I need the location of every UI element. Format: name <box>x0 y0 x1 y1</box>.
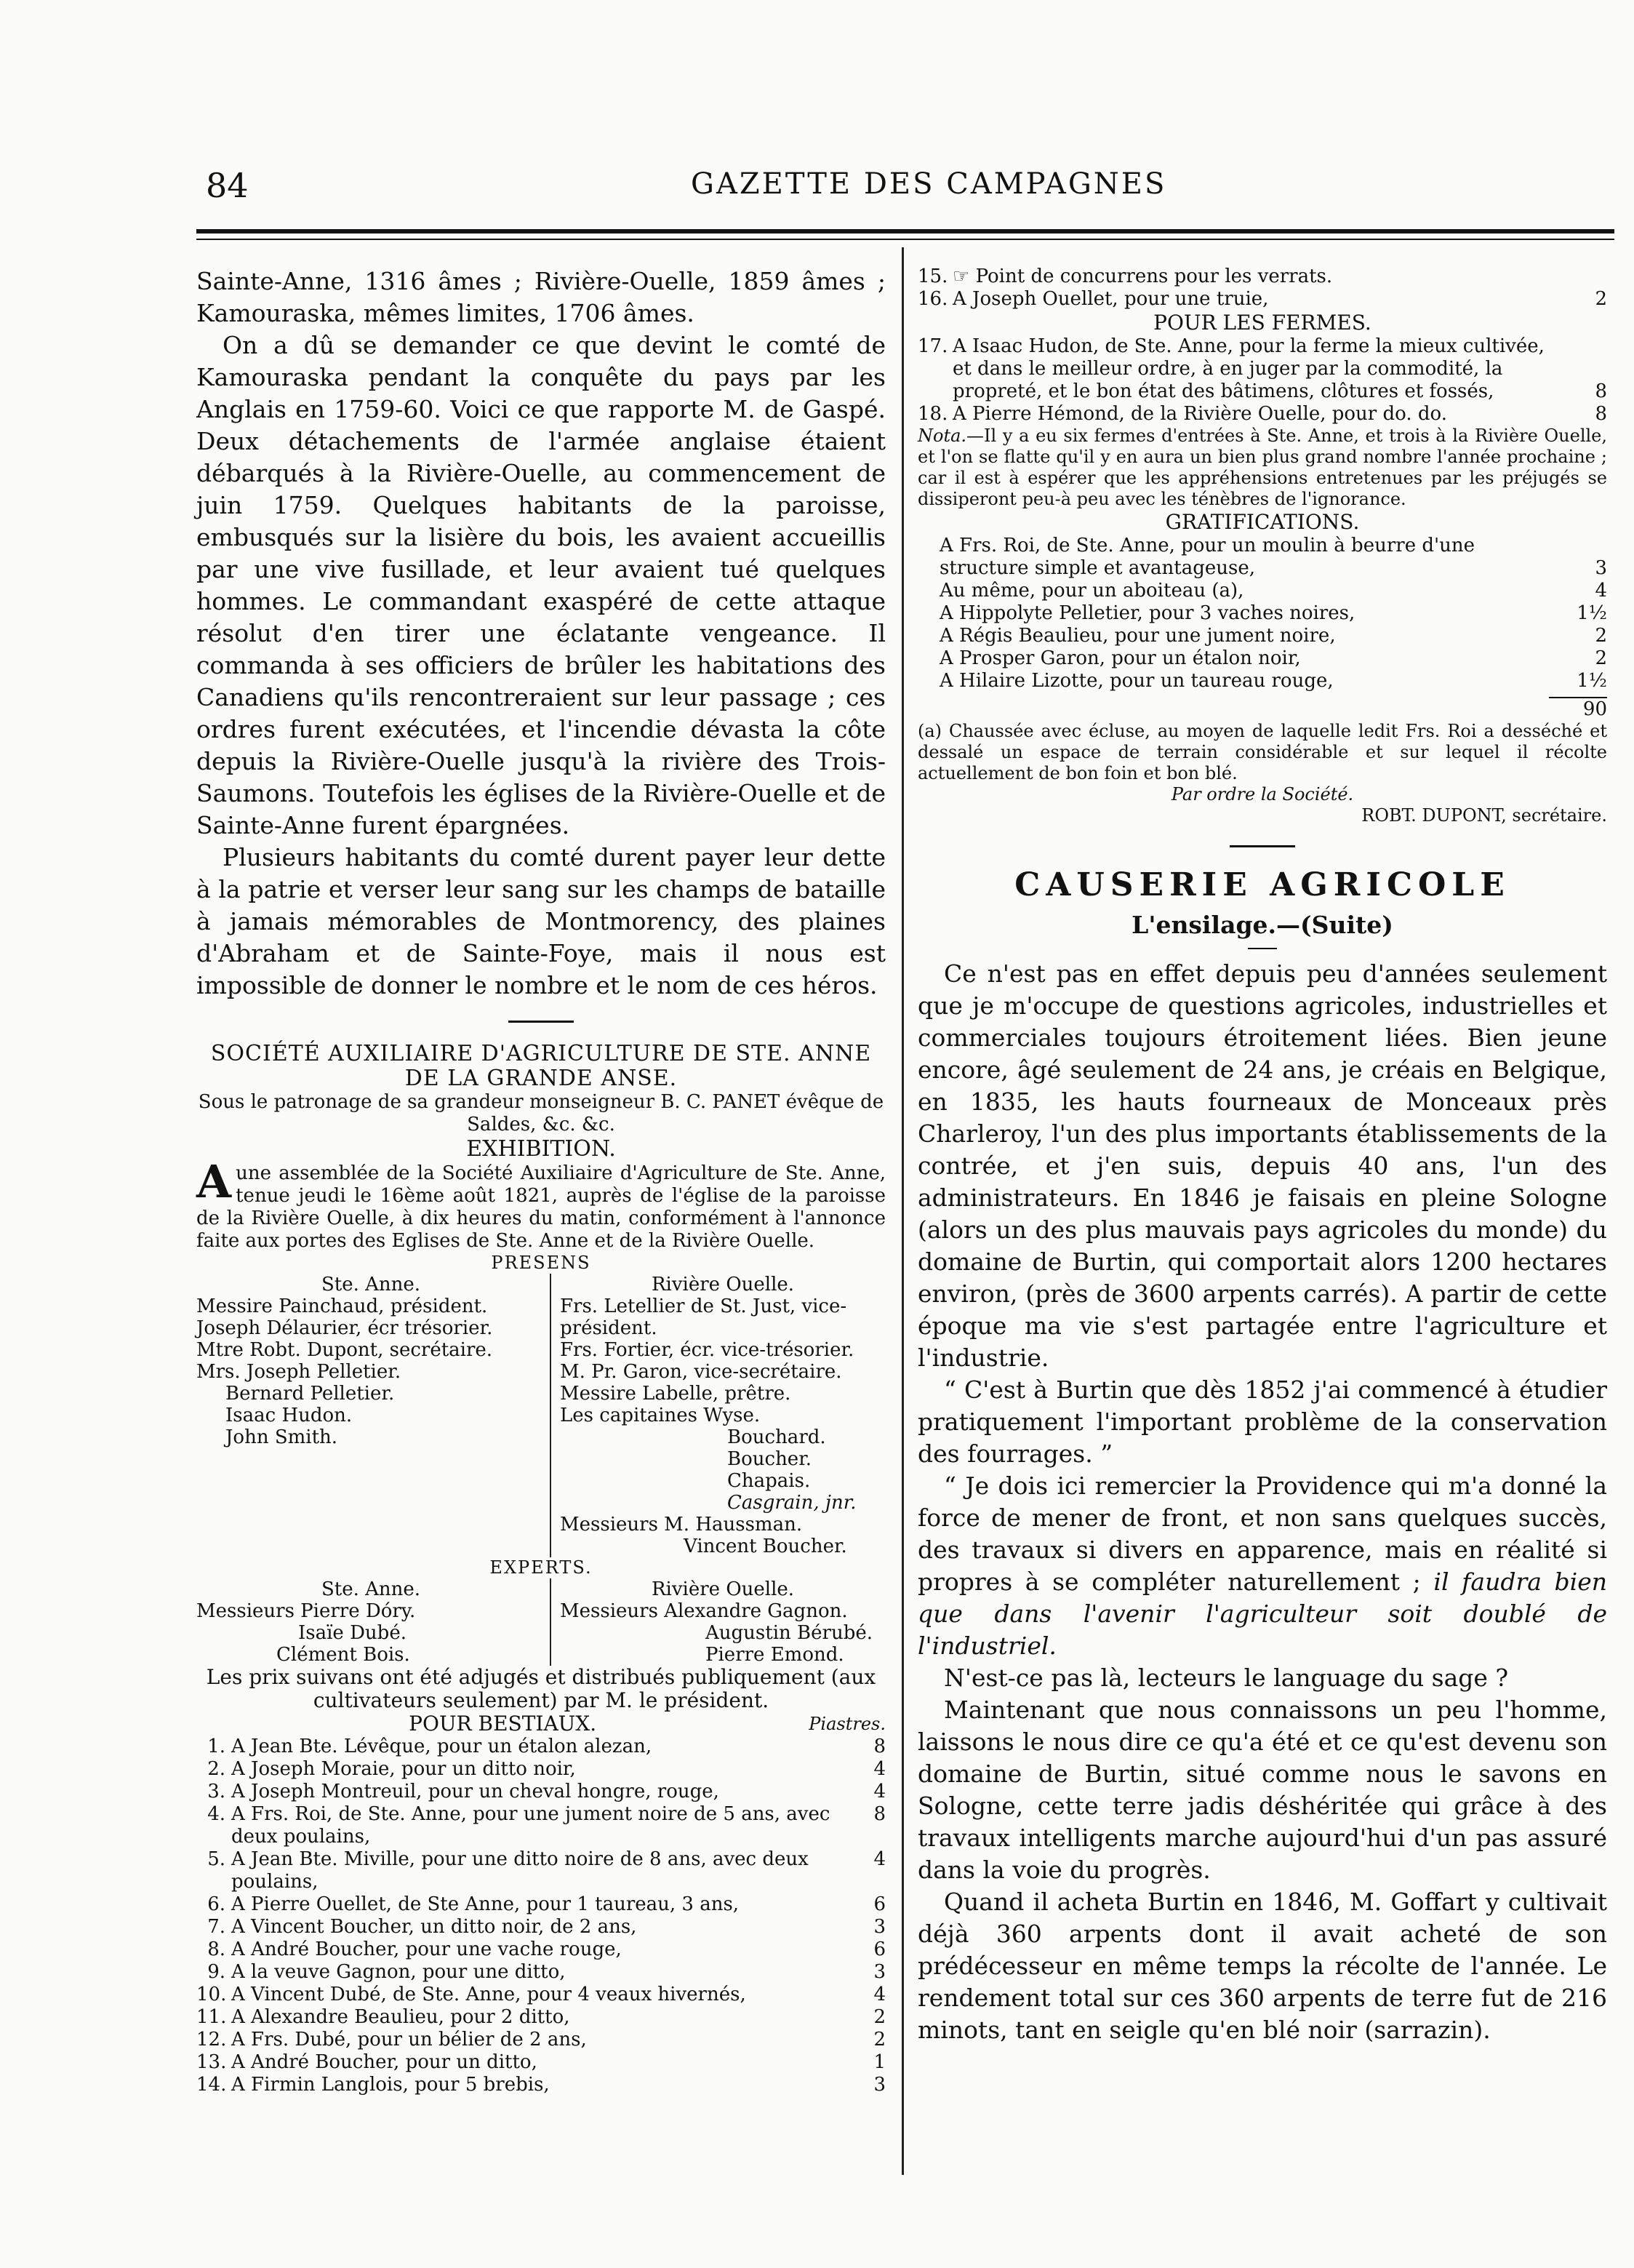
gratifications-heading: GRATIFICATIONS. <box>1165 510 1360 534</box>
prize-text: A Jean Bte. Miville, pour une ditto noire de 8 ans, avec deux poulains, <box>231 1848 809 1893</box>
prize-value: 3 <box>873 2074 886 2096</box>
gratification-row <box>918 580 1607 602</box>
gratification-value: 4 <box>1595 580 1607 602</box>
prize-row <box>196 2006 886 2029</box>
header-rule-thin <box>196 239 1614 240</box>
experts-riviere-ouelle <box>551 1578 886 1666</box>
prize-row <box>196 1736 886 1758</box>
paragraph-heros: Plusieurs habitants du comté durent payer leur dette à la patrie et verser leur sang sur les champs de bataille à jamais mémorables de Montmorency, des plaines d'Abraham et de Sainte-Foye, mais il nous est impossible de donner le nombre et le nom de ces héros. <box>196 843 886 999</box>
paragraph-conquete: On a dû se demander ce que devint le comté de Kamouraska pendant la conquête du pays par les Anglais en 1759-60. Voici ce que rapporte M. de Gaspé. Deux détachements de l'armée anglaise étaient débarqués à la Rivière-Ouelle, au commencement de juin 1759. Quelques habitants de la paroisse, embusqués sur la lisière du bois, les avaient accueillis par une vive fusillade, et leur avaient tué quelques hommes. Le commandant exaspéré de cette attaque résolut d'en tirer une éclatante vengeance. Il commanda à ses officiers de brûler les habitations des Canadiens qu'ils rencontreraient sur leur passage ; ces ordres furent exécutées, et l'incendie dévasta la côte depuis la Rivière-Ouelle jusqu'à la rivière des Trois-Saumons. Toutefois les églises de la Rivière-Ouelle et de Sainte-Anne furent épargnées. <box>196 331 886 839</box>
gratification-value: 1½ <box>1577 670 1607 692</box>
presens-heading: PRESENS <box>491 1253 591 1273</box>
prize-value: 2 <box>1595 288 1607 310</box>
prize-text: A André Boucher, pour une vache rouge, <box>231 1938 622 1960</box>
gratification-row <box>918 602 1607 625</box>
paragraph-belgique: Ce n'est pas en effet depuis peu d'années seulement que je m'occupe de questions agricoles, industrielles et commerciales toujours étroitement liées. Bien jeune encore, âgé seulement de 24 ans, je créais en Belgique, en 1835, les hauts fourneaux de Monceaux près Charleroy, l'un des plus importants établissements de la contrée, et j'en suis, depuis 40 ans, l'un des administrateurs. En 1846 je faisais en pleine Sologne (alors un des plus mauvais pays agricoles du monde) du domaine de Burtin, qui comportait alors 1200 hectares environ, (près de 3600 arpents carrés). A partir de cette époque ma vie s'est partagée entre l'agriculture et l'industrie. <box>918 959 1607 1372</box>
gratification-row <box>918 647 1607 670</box>
list-item: M. Pr. Garon, vice-secrétaire. <box>560 1361 842 1383</box>
prize-row <box>196 1758 886 1781</box>
providence-text: “ Je dois ici remercier la Providence qui m'a donné la force de mener de front, et non sans quelques succès, des travaux si divers en apparence, mais en réalité si propres à se compléter naturellement ; <box>918 1472 1607 1596</box>
prize-row <box>918 265 1607 288</box>
prize-value: 4 <box>873 1758 886 1780</box>
prize-text: A Frs. Roi, de Ste. Anne, pour une jument noire de 5 ans, avec deux poulains, <box>231 1803 830 1848</box>
prize-number: 8. <box>207 1938 225 1960</box>
list-item: Frs. Letellier de St. Just, vice-président. <box>560 1295 847 1339</box>
prize-text: A Pierre Ouellet, de Ste Anne, pour 1 taureau, 3 ans, <box>231 1893 740 1915</box>
prize-text: A Jean Bte. Lévêque, pour un étalon alezan, <box>231 1736 652 1757</box>
prize-number: 18. <box>918 403 948 425</box>
prize-number: 6. <box>207 1893 225 1915</box>
prize-number: 10. <box>196 1984 227 2005</box>
prize-row <box>196 1984 886 2006</box>
presens-riviere-ouelle <box>551 1274 886 1557</box>
gratification-value: 2 <box>1595 647 1607 669</box>
gratification-text: A Hippolyte Pelletier, pour 3 vaches noires, <box>940 602 1355 624</box>
prize-row <box>196 1848 886 1893</box>
list-item: Mtre Robt. Dupont, secrétaire. <box>196 1339 493 1361</box>
prize-row <box>196 1781 886 1803</box>
prize-value: 4 <box>873 1781 886 1802</box>
paragraph-providence <box>918 1470 1607 1662</box>
fermes-heading: POUR LES FERMES. <box>1153 311 1371 335</box>
column-divider <box>902 247 904 2175</box>
list-item: Vincent Boucher. <box>684 1536 847 1557</box>
presens-ste-anne <box>196 1274 551 1557</box>
causerie-title: CAUSERIE AGRICOLE <box>1014 866 1510 903</box>
list-item: Clément Bois. <box>276 1644 410 1666</box>
list-item: Chapais. <box>727 1470 811 1492</box>
prize-number: 17. <box>918 335 948 357</box>
gratification-text: A Hilaire Lizotte, pour un taureau rouge, <box>940 670 1334 692</box>
piastres-label: Piastres. <box>809 1714 886 1734</box>
prize-number: 16. <box>918 288 948 310</box>
patronage: Sous le patronage de sa grandeur monseigneur B. C. PANET évêque de Saldes, &c. &c. <box>198 1091 884 1135</box>
prize-value: 4 <box>873 1984 886 2005</box>
prize-row <box>196 1916 886 1938</box>
paragraph-domaine: Maintenant que nous connaissons un peu l'homme, laissons le nous dire ce qu'a été et ce qu'est devenu son domaine de Burtin, situé comme nous le savons en Sologne, cette terre jadis déshéritée qui grâce à des travaux intelligents marche aujourd'hui d'un pas assuré dans la voie du progrès. <box>918 1696 1607 1884</box>
nota-label: Nota. <box>918 426 967 446</box>
assembly-paragraph <box>196 1155 886 1253</box>
list-item: Bernard Pelletier. <box>225 1383 395 1405</box>
prize-text: A Joseph Montreuil, pour un cheval hongre, rouge, <box>231 1781 719 1802</box>
prize-text: A Frs. Dubé, pour un bélier de 2 ans, <box>231 2029 587 2051</box>
prize-text: A Joseph Ouellet, pour une truie, <box>953 288 1269 310</box>
list-item: Messieurs M. Haussman. <box>560 1514 803 1536</box>
prize-row <box>918 288 1607 311</box>
total-value: 90 <box>1582 698 1607 720</box>
paragraph-burtin-quote: “ C'est à Burtin que dès 1852 j'ai commencé à étudier pratiquement l'important problème de la conservation des fourrages. ” <box>918 1375 1607 1468</box>
gratification-text: A Prosper Garon, pour un étalon noir, <box>940 647 1301 669</box>
gratification-text: A Régis Beaulieu, pour une jument noire, <box>940 625 1336 647</box>
prize-text: A André Boucher, pour un ditto, <box>231 2051 537 2073</box>
list-item: John Smith. <box>225 1426 338 1448</box>
list-item: Isaac Hudon. <box>225 1405 353 1426</box>
list-item: Casgrain, jnr. <box>727 1492 857 1514</box>
gratification-text: A Frs. Roi, de Ste. Anne, pour un moulin à beurre d'une structure simple et avantageuse, <box>940 535 1475 579</box>
prize-value: 8 <box>1595 403 1607 425</box>
list-item: Messieurs Alexandre Gagnon. <box>560 1600 848 1622</box>
prize-number: 9. <box>207 1961 225 1983</box>
gratification-text: Au même, pour un aboiteau (a), <box>940 580 1244 602</box>
running-title: GAZETTE DES CAMPAGNES <box>691 167 1167 201</box>
prize-value: 8 <box>873 1803 886 1825</box>
right-column <box>918 265 1607 2046</box>
prize-number: 1. <box>207 1736 225 1757</box>
gratification-row <box>918 535 1607 580</box>
prize-value: 8 <box>873 1736 886 1757</box>
paragraph-rendement: Quand il acheta Burtin en 1846, M. Goffart y cultivait déjà 360 arpents dont il avait acheté de son prédécesseur en même temps la récolte de l'année. Le rendement total sur ces 360 arpents de terre fut de 216 minots, tant en seigle qu'en blé noir (sarrazin). <box>918 1888 1607 2044</box>
list-item: Boucher. <box>727 1448 812 1470</box>
bestiaux-heading: POUR BESTIAUX. <box>409 1712 597 1736</box>
list-item: Messire Painchaud, président. <box>196 1295 488 1317</box>
experts-left-head: Ste. Anne. <box>321 1578 421 1600</box>
list-item: Messire Labelle, prêtre. <box>560 1383 791 1405</box>
section-separator <box>508 1021 574 1023</box>
prize-row <box>196 1938 886 1961</box>
prize-text: A Vincent Dubé, de Ste. Anne, pour 4 veaux hivernés, <box>231 1984 746 2005</box>
prize-number: 13. <box>196 2051 227 2073</box>
experts-right-head: Rivière Ouelle. <box>651 1578 795 1600</box>
list-item: Messieurs Pierre Dóry. <box>196 1600 416 1622</box>
prize-row <box>196 2074 886 2096</box>
prize-number: 5. <box>207 1848 225 1870</box>
prize-number: 2. <box>207 1758 225 1780</box>
list-item: Joseph Délaurier, écr trésorier. <box>196 1317 493 1339</box>
prize-row <box>196 1893 886 1916</box>
assembly-text: une assemblée de la Société Auxiliaire d'Agriculture de Ste. Anne, tenue jeudi le 16ème août 1821, auprès de l'église de la paroisse de la Rivière Ouelle, à dix heures du matin, conformément à l'annonce faite aux portes des Eglises de Ste. Anne et de la Rivière Ouelle. <box>196 1162 886 1252</box>
society-title: SOCIÉTÉ AUXILIAIRE D'AGRICULTURE DE STE. ANNE DE LA GRANDE ANSE. <box>210 1041 872 1091</box>
list-item: Mrs. Joseph Pelletier. <box>196 1361 401 1383</box>
presens-table <box>196 1274 886 1557</box>
prize-value: 2 <box>873 2029 886 2051</box>
paragraph-population: Sainte-Anne, 1316 âmes ; Rivière-Ouelle, 1859 âmes ; Kamouraska, mêmes limites, 1706 âmes. <box>196 267 886 327</box>
prize-row <box>196 2051 886 2074</box>
list-item: Frs. Fortier, écr. vice-trésorier. <box>560 1339 854 1361</box>
prize-text: A Firmin Langlois, pour 5 brebis, <box>231 2074 550 2096</box>
subtitle-rule <box>1248 948 1277 949</box>
prize-number: 14. <box>196 2074 227 2096</box>
nota-text: —Il y a eu six fermes d'entrées à Ste. Anne, et trois à la Rivière Ouelle, et l'on se flatte qu'il y en aura un bien plus grand nombre l'année prochaine ; car il est à espérer que les appréhensions entretenues par les préjugés se dissiperont peu-à peu avec les ténèbres de l'ignorance. <box>918 426 1607 509</box>
prize-row <box>196 1803 886 1848</box>
prize-value: 2 <box>873 2006 886 2028</box>
gratification-row <box>918 670 1607 692</box>
prize-number: 4. <box>207 1803 225 1825</box>
gratification-value: 2 <box>1595 625 1607 647</box>
prize-number: 15. <box>918 265 948 287</box>
prize-value: 6 <box>873 1938 886 1960</box>
experts-table <box>196 1578 886 1666</box>
prize-row <box>918 403 1607 426</box>
prize-number: 12. <box>196 2029 227 2051</box>
par-ordre: Par ordre la Société. <box>1171 784 1354 804</box>
signature: ROBT. DUPONT, secrétaire. <box>1361 805 1607 826</box>
prize-text: A Isaac Hudon, de Ste. Anne, pour la ferme la mieux cultivée, et dans le meilleur ordre, à en juger par la commodité, la propreté, et le bon état des bâtimens, clôtures et fossés, <box>953 335 1545 402</box>
prize-text: A Alexandre Beaulieu, pour 2 ditto, <box>231 2006 570 2028</box>
prize-row <box>196 2029 886 2051</box>
prize-value: 8 <box>1595 380 1607 402</box>
experts-ste-anne <box>196 1578 551 1666</box>
presens-right-head: Rivière Ouelle. <box>651 1274 795 1295</box>
gratification-row <box>918 625 1607 647</box>
prize-row <box>918 335 1607 403</box>
providence-italic: il faudra bien que dans l'avenir l'agriculteur soit doublé de l'industriel. <box>918 1568 1607 1660</box>
gratification-value: 1½ <box>1577 602 1607 624</box>
prize-value: 3 <box>873 1916 886 1938</box>
gratification-value: 3 <box>1595 557 1607 579</box>
exhibition-heading: EXHIBITION. <box>466 1136 616 1162</box>
prize-text: ☞ Point de concurrens pour les verrats. <box>953 265 1333 287</box>
experts-heading: EXPERTS. <box>489 1557 593 1578</box>
bestiaux-header <box>196 1712 886 1736</box>
prize-value: 4 <box>873 1848 886 1870</box>
prix-intro: Les prix suivans ont été adjugés et distribués publiquement (aux cultivateurs seulement) par M. le président. <box>206 1665 876 1712</box>
nota-paragraph <box>918 426 1607 510</box>
header-rule <box>196 229 1614 233</box>
prize-text: A Vincent Boucher, un ditto noir, de 2 ans, <box>231 1916 637 1938</box>
ensilage-subtitle: L'ensilage.—(Suite) <box>1132 911 1393 939</box>
paragraph-sage: N'est-ce pas là, lecteurs le language du sage ? <box>944 1664 1509 1692</box>
list-item: Augustin Bérubé. <box>705 1622 873 1644</box>
prize-text: A la veuve Gagnon, pour une ditto, <box>231 1961 566 1983</box>
list-item: Bouchard. <box>727 1426 826 1448</box>
list-item: Isaïe Dubé. <box>298 1622 407 1644</box>
drop-cap: A <box>196 1155 232 1208</box>
prize-number: 11. <box>196 2006 227 2028</box>
prize-list <box>196 1736 886 2096</box>
prize-number: 3. <box>207 1781 225 1802</box>
prize-value: 3 <box>873 1961 886 1983</box>
footnote-a: (a) Chaussée avec écluse, au moyen de laquelle ledit Frs. Roi a desséché et dessalé un espace de terrain considérable et sur lequel il récolte actuellement de bon foin et bon blé. <box>918 721 1607 783</box>
prize-value: 1 <box>873 2051 886 2073</box>
prize-value: 6 <box>873 1893 886 1915</box>
prize-row <box>196 1961 886 1984</box>
prize-number: 7. <box>207 1916 225 1938</box>
presens-left-head: Ste. Anne. <box>321 1274 421 1295</box>
page-number: 84 <box>206 166 249 205</box>
section-separator <box>1230 845 1295 847</box>
prize-value <box>1563 265 1607 288</box>
prize-text: A Joseph Moraie, pour un ditto noir, <box>231 1758 576 1780</box>
prize-text: A Pierre Hémond, de la Rivière Ouelle, pour do. do. <box>953 403 1447 425</box>
list-item: Pierre Emond. <box>705 1644 844 1666</box>
list-item: Les capitaines Wyse. <box>560 1405 761 1426</box>
left-column <box>196 265 886 2096</box>
